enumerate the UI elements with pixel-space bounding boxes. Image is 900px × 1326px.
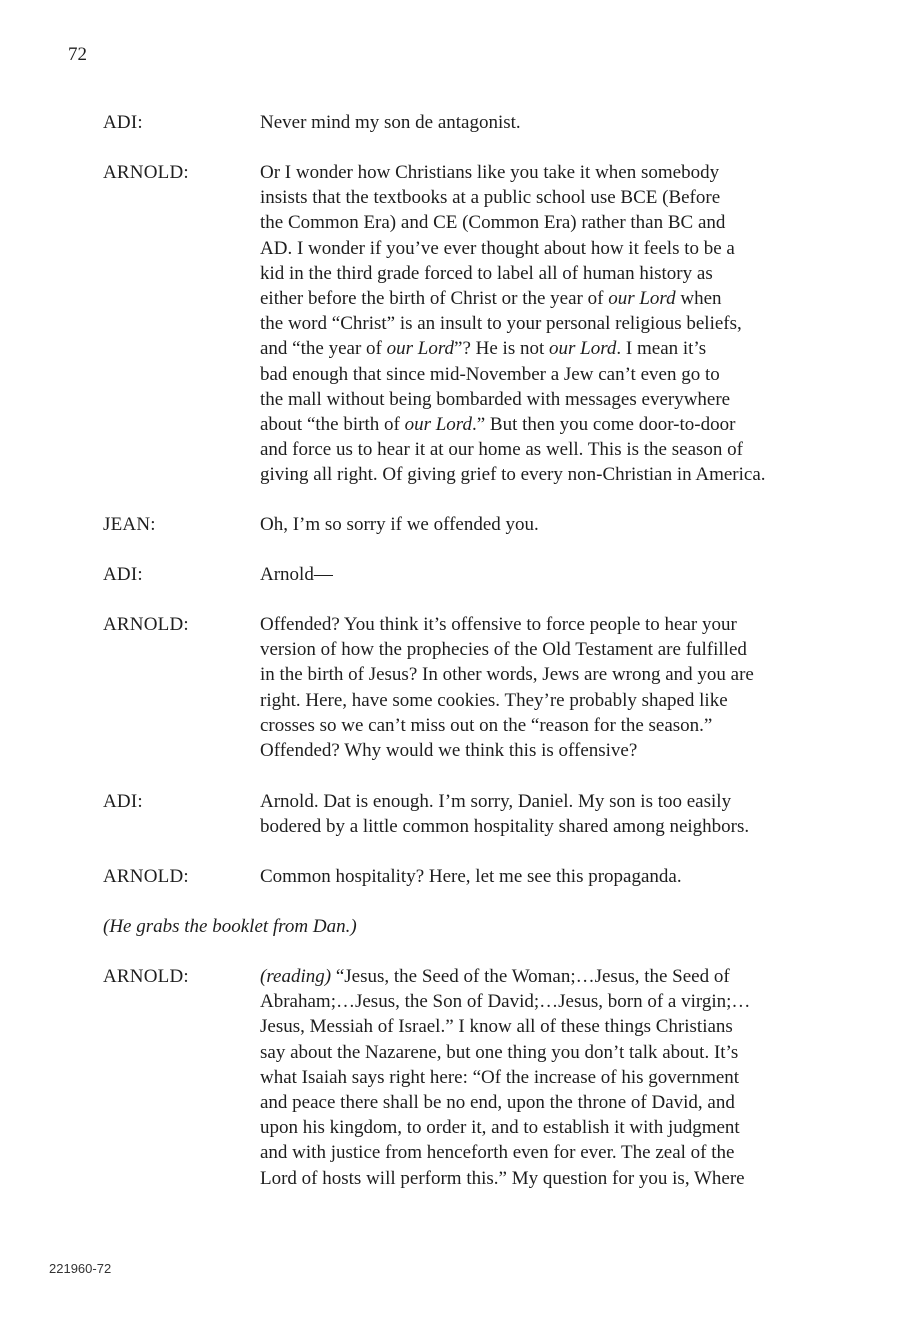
speech-line: bad enough that since mid-November a Jew can’t even go to: [260, 363, 720, 385]
speech-line: Or I wonder how Christians like you take it when somebody: [260, 162, 720, 183]
speech-line: the mall without being bombarded with messages everywhere: [260, 388, 731, 410]
speaker-name: ARNOLD:: [103, 966, 189, 987]
speech-line: upon his kingdom, to order it, and to establish it with judgment: [260, 1117, 740, 1139]
speaker-name: ADI:: [103, 791, 143, 812]
footer-code: 221960-72: [49, 1261, 112, 1276]
speech-line: Arnold—: [260, 564, 333, 585]
speech-line: insists that the textbooks at a public school use BCE (Before: [260, 187, 721, 209]
speech-line: and force us to hear it at our home as well. This is the season of: [260, 439, 743, 461]
speech-line: about “the birth of our Lord.” But then you come door-to-door: [260, 414, 736, 436]
speech-text: [260, 512, 793, 537]
speech-line: Offended? Why would we think this is offensive?: [260, 740, 638, 762]
speech-line: and peace there shall be no end, upon the throne of David, and: [260, 1092, 735, 1114]
speech-line: bodered by a little common hospitality shared among neighbors.: [260, 816, 750, 838]
speech-line: the word “Christ” is an insult to your personal religious beliefs,: [260, 313, 742, 335]
speaker-name: ADI:: [103, 112, 143, 133]
speech-text: [260, 612, 793, 763]
speech-line: Never mind my son de antagonist.: [260, 112, 521, 133]
speech-line: right. Here, have some cookies. They’re probably shaped like: [260, 689, 728, 711]
speech-line: kid in the third grade forced to label all of human history as: [260, 262, 713, 284]
speech-line: Lord of hosts will perform this.” My question for you is, Where: [260, 1167, 745, 1189]
speech-line: Abraham;…Jesus, the Son of David;…Jesus, born of a virgin;…: [260, 991, 751, 1013]
speech-line: version of how the prophecies of the Old Testament are fulfilled: [260, 639, 747, 661]
speaker-name: ARNOLD:: [103, 866, 189, 887]
speech-line: either before the birth of Christ or the year of our Lord when: [260, 288, 722, 310]
speech-line: and “the year of our Lord”? He is not our Lord. I mean it’s: [260, 338, 707, 360]
speech-line: in the birth of Jesus? In other words, Jews are wrong and you are: [260, 664, 754, 686]
speech-line: crosses so we can’t miss out on the “reason for the season.”: [260, 714, 713, 736]
speaker-name: ADI:: [103, 564, 143, 585]
speech-text: [260, 789, 793, 839]
speech-line: Jesus, Messiah of Israel.” I know all of these things Christians: [260, 1016, 733, 1038]
speech-text: [260, 110, 793, 135]
speech-line: Oh, I’m so sorry if we offended you.: [260, 514, 539, 535]
speech-text: [260, 562, 793, 587]
page-number: 72: [68, 44, 87, 65]
speech-line: the Common Era) and CE (Common Era) rather than BC and: [260, 212, 726, 234]
speech-line: AD. I wonder if you’ve ever thought about how it feels to be a: [260, 237, 735, 259]
speech-line: Arnold. Dat is enough. I’m sorry, Daniel. My son is too easily: [260, 791, 732, 812]
speech-line: Offended? You think it’s offensive to force people to hear your: [260, 614, 737, 635]
speech-line: giving all right. Of giving grief to every non-Christian in America.: [260, 464, 766, 486]
speaker-name: ARNOLD:: [103, 162, 189, 183]
speech-line: and with justice from henceforth even for ever. The zeal of the: [260, 1142, 735, 1164]
speech-line: say about the Nazarene, but one thing you don’t talk about. It’s: [260, 1041, 739, 1063]
speech-text: [260, 864, 793, 889]
speech-line: (reading) “Jesus, the Seed of the Woman;…Jesus, the Seed of: [260, 966, 730, 987]
stage-direction: (He grabs the booklet from Dan.): [103, 916, 357, 937]
speech-line: Common hospitality? Here, let me see this propaganda.: [260, 866, 682, 887]
speaker-name: JEAN:: [103, 514, 156, 535]
speech-text: [260, 160, 793, 488]
speech-text: [260, 964, 793, 1191]
speech-line: what Isaiah says right here: “Of the increase of his government: [260, 1066, 740, 1088]
speaker-name: ARNOLD:: [103, 614, 189, 635]
